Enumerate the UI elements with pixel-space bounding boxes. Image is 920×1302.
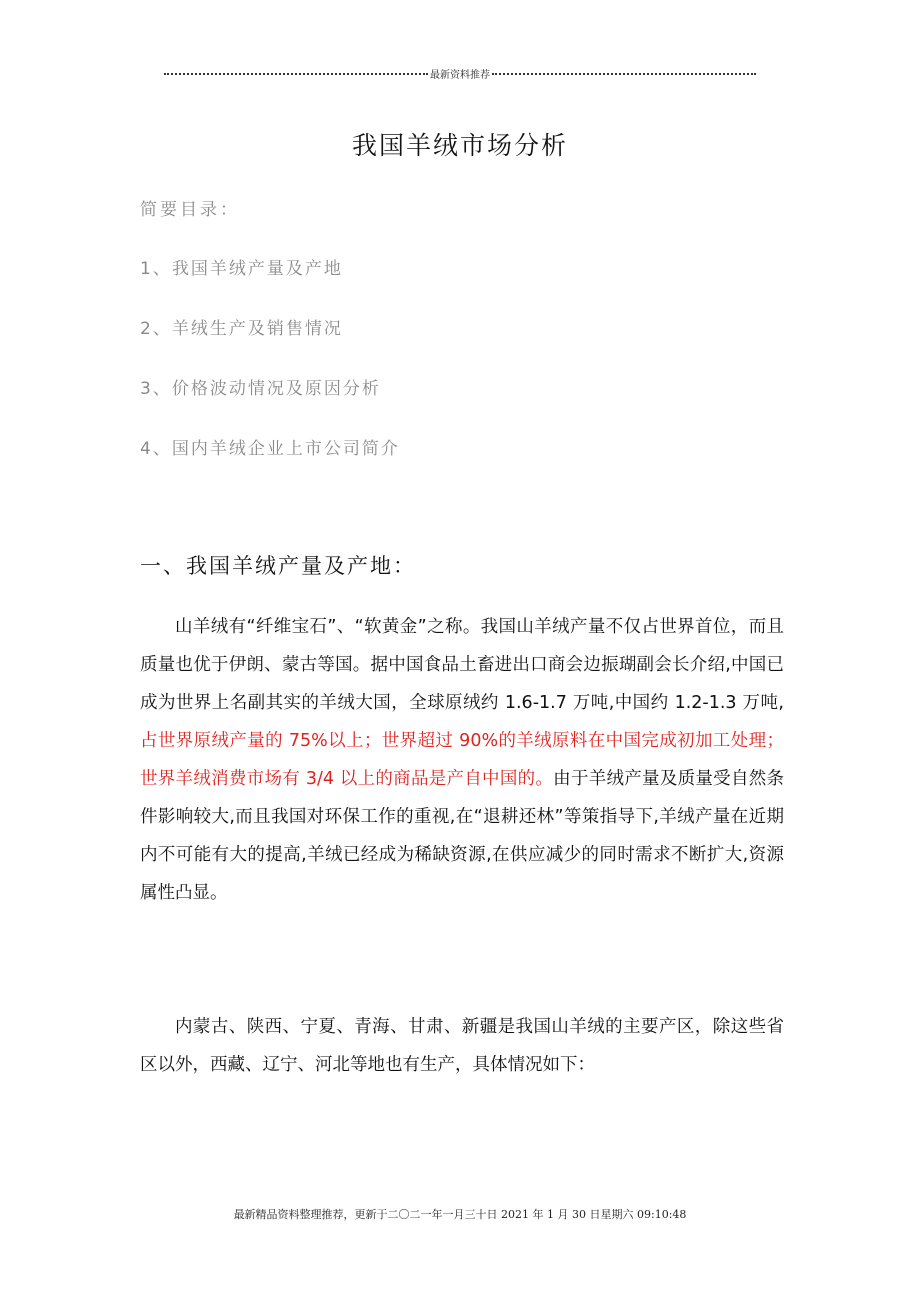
toc-item: 2、羊绒生产及销售情况 <box>140 319 343 339</box>
page-header <box>164 64 756 82</box>
paragraph-intro <box>140 608 784 912</box>
highlighted-text: 占世界原绒产量的 75%以上；世界超过 90%的羊绒原料在中国完成初加工处理；世界羊绒消费市场有 3/4 以上的商品是产自中国的。 <box>140 731 784 789</box>
header-label: 最新资料推荐 <box>430 69 490 81</box>
toc-item: 3、价格波动情况及原因分析 <box>140 379 381 399</box>
document-title: 我国羊绒市场分析 <box>351 131 568 160</box>
toc-title: 简要目录： <box>140 200 240 220</box>
paragraph-text: 山羊绒有“纤维宝石”、“软黄金”之称。我国山羊绒产量不仅占世界首位，而且质量也优于伊朗、蒙古等国。据中国食品土畜进出口商会边振瑚副会长介绍,中国已成为世界上名副其实的羊绒大国，全球原绒约 1.6-1.7 万吨,中国约 1.2-1.3 万吨, <box>140 617 784 713</box>
header-dotted-line-left <box>164 73 428 75</box>
paragraph-text: 由于羊绒产量及质量受自然条件影响较大,而且我国对环保工作的重视,在“退耕还林”等策指导下,羊绒产量在近期内不可能有大的提高,羊绒已经成为稀缺资源,在供应减少的同时需求不断扩大,资源属性凸显。 <box>140 769 784 903</box>
table-of-contents <box>140 254 400 494</box>
paragraph-regions: 内蒙古、陕西、宁夏、青海、甘肃、新疆是我国山羊绒的主要产区，除这些省区以外，西藏、辽宁、河北等地也有生产，具体情况如下： <box>140 1017 784 1075</box>
section-heading: 一、我国羊绒产量及产地： <box>140 554 416 578</box>
header-dotted-line-right <box>492 73 756 75</box>
toc-item: 1、我国羊绒产量及产地 <box>140 259 343 279</box>
toc-item: 4、国内羊绒企业上市公司简介 <box>140 439 400 459</box>
page-footer: 最新精品资料整理推荐，更新于二〇二一年一月三十日 2021 年 1 月 30 日星期六 09:10:48 <box>233 1208 687 1221</box>
